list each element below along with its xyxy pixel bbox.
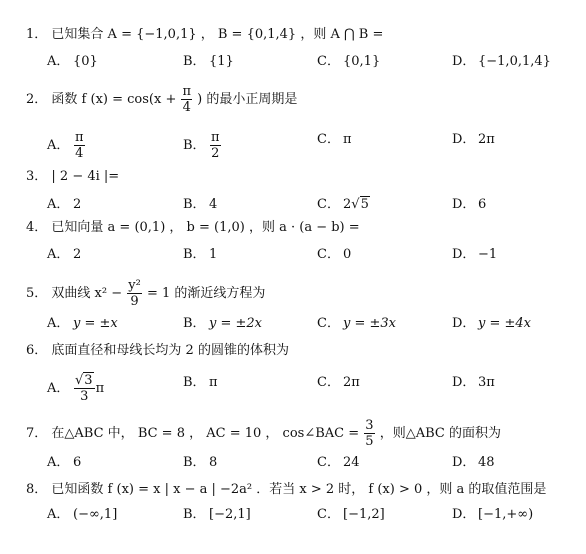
option-c: C． {0,1} [317,54,381,69]
question-number: 7． [26,426,48,441]
option-b: B． 4 [183,197,218,212]
question-stem-suffix: = 1 的渐近线方程为 [146,286,266,301]
question-number: 3． [26,169,48,184]
option-a: A． {0} [47,54,98,69]
option-d: D． 2π [452,132,495,147]
question-4 [26,219,360,237]
question-7 [26,418,501,449]
option-b: B． 1 [183,247,218,262]
option-a: A． $\frac{\pi}{4}$ [47,130,84,161]
question-number: 4． [26,220,48,235]
option-c: C． 2√5 [317,195,370,215]
question-stem: 已知向量 a = (0,1) ， b = (1,0) ，则 a · (a − b) = [51,220,360,235]
question-number: 2． [26,92,48,107]
square-root: √5 [351,197,369,212]
stem-fraction: $\frac{\text{y²}}{9}$ [128,278,141,309]
option-c: C． π [317,132,352,147]
option-d: D． {−1,0,1,4} [452,54,551,69]
options-6 [47,373,577,404]
options-3 [47,195,577,215]
options-2 [47,130,577,161]
option-a: A． (−∞,1] [47,507,118,522]
options-4 [47,245,577,265]
option-c: C． [−1,2] [317,507,385,522]
question-stem: 已知函数 f (x) = x | x − a | −2a² ．若当 x > 2 时， f (x) > 0 ，则 a 的取值范围是 [51,482,547,497]
question-stem: 已知集合 A = {−1,0,1} ， B = {0,1,4} ，则 A ⋂ B = [51,27,384,42]
option-b: B． y = ±2x [183,316,262,331]
question-number: 1． [26,27,48,42]
question-5 [26,278,265,309]
option-a: A． 6 [47,455,82,470]
question-stem-prefix: 函数 f (x) = cos(x + [51,92,177,107]
option-d: D． y = ±4x [452,316,531,331]
question-3 [26,168,119,186]
option-c: C． y = ±3x [317,316,396,331]
option-a: A． $\frac{√3}{3}$ π [47,373,105,404]
option-b: B． [−2,1] [183,507,251,522]
fraction: $\frac{\pi}{2}$ [211,130,220,161]
option-d: D． [−1,+∞) [452,507,534,522]
option-a: A． 2 [47,197,82,212]
question-number: 6． [26,343,48,358]
question-stem-prefix: 在△ABC 中， BC = 8 ， AC = 10 ， cos∠BAC = [51,426,360,441]
question-1 [26,26,383,44]
option-b: B． $\frac{\pi}{2}$ [183,130,220,161]
option-c: C． 24 [317,455,360,470]
option-b: B． π [183,375,218,390]
stem-fraction: $\frac{\pi}{4}$ [182,84,192,115]
question-number: 8． [26,482,48,497]
question-8 [26,481,546,499]
fraction: $\frac{√3}{3}$ [75,373,93,404]
question-stem-prefix: 双曲线 x² − [51,286,123,301]
question-stem-suffix: ，则△ABC 的面积为 [379,426,501,441]
question-stem: 底面直径和母线长均为 2 的圆锥的体积为 [51,343,289,358]
option-c: C． 0 [317,247,352,262]
options-7 [47,453,577,473]
stem-fraction: $\frac{3}{5}$ [365,418,374,449]
option-b: B． 8 [183,455,218,470]
options-5 [47,314,577,334]
question-number: 5． [26,286,48,301]
option-a: A． 2 [47,247,82,262]
question-stem-suffix: ) 的最小正周期是 [197,92,298,107]
options-8 [47,505,577,525]
option-d: D． 6 [452,197,487,212]
question-stem: | 2 − 4i |= [51,169,120,184]
option-a: A． y = ±x [47,316,118,331]
options-1 [47,52,577,72]
sqrt-sign: √ [75,373,84,388]
option-d: D． 48 [452,455,495,470]
option-c: C． 2π [317,375,360,390]
fraction: $\frac{\pi}{4}$ [75,130,84,161]
question-2 [26,84,297,115]
option-d: D． 3π [452,375,495,390]
option-d: D． −1 [452,247,498,262]
question-6 [26,342,289,360]
option-b: B． {1} [183,54,234,69]
